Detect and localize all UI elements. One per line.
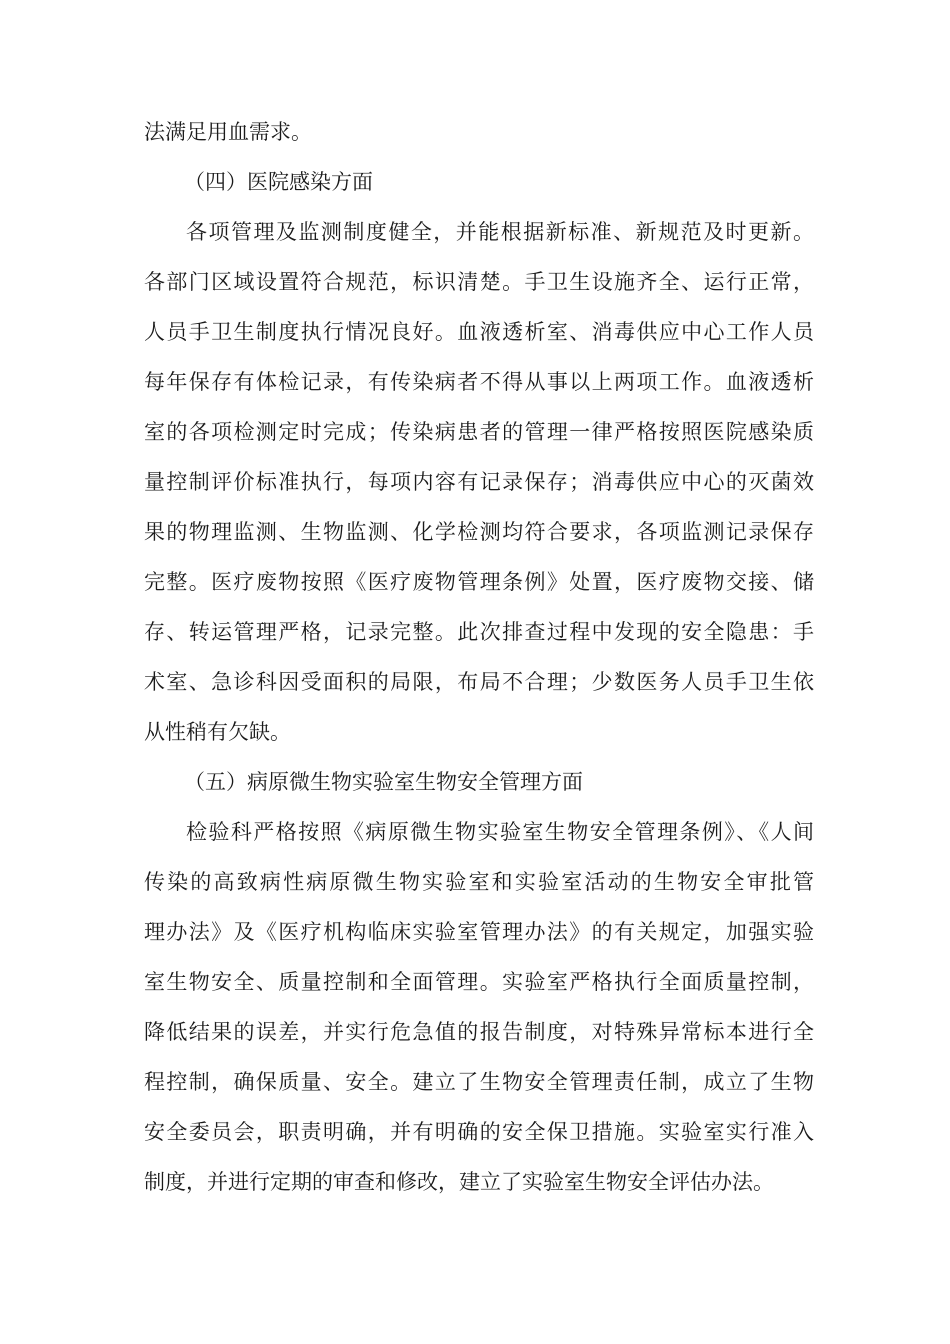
paragraph-line: 各部门区域设置符合规范，标识清楚。手卫生设施齐全、运行正常，	[144, 270, 814, 294]
paragraph-line: 果的物理监测、生物监测、化学检测均符合要求，各项监测记录保存	[144, 520, 814, 544]
paragraph-line: 室生物安全、质量控制和全面管理。实验室严格执行全面质量控制，	[144, 970, 814, 994]
section-heading: （五）病原微生物实验室生物安全管理方面	[184, 770, 583, 794]
paragraph-line: 存、转运管理严格，记录完整。此次排查过程中发现的安全隐患：手	[144, 620, 814, 644]
paragraph-line: 检验科严格按照《病原微生物实验室生物安全管理条例》、《人间	[186, 820, 814, 844]
paragraph-line: 从性稍有欠缺。	[144, 720, 291, 744]
paragraph-line: 安全委员会，职责明确，并有明确的安全保卫措施。实验室实行准入	[144, 1120, 814, 1144]
paragraph-line: 术室、急诊科因受面积的局限，布局不合理；少数医务人员手卫生依	[144, 670, 814, 694]
paragraph-line: 各项管理及监测制度健全，并能根据新标准、新规范及时更新。	[186, 220, 814, 244]
paragraph-line: 完整。医疗废物按照《医疗废物管理条例》处置，医疗废物交接、储	[144, 570, 814, 594]
paragraph-line: 传染的高致病性病原微生物实验室和实验室活动的生物安全审批管	[144, 870, 814, 894]
paragraph-line: 程控制，确保质量、安全。建立了生物安全管理责任制，成立了生物	[144, 1070, 814, 1094]
paragraph-line: 室的各项检测定时完成；传染病患者的管理一律严格按照医院感染质	[144, 420, 814, 444]
paragraph-line: 人员手卫生制度执行情况良好。血液透析室、消毒供应中心工作人员	[144, 320, 814, 344]
paragraph-line: 每年保存有体检记录，有传染病者不得从事以上两项工作。血液透析	[144, 370, 814, 394]
paragraph-line: 法满足用血需求。	[144, 120, 312, 144]
paragraph-line: 降低结果的误差，并实行危急值的报告制度，对特殊异常标本进行全	[144, 1020, 814, 1044]
section-heading: （四）医院感染方面	[184, 170, 373, 194]
paragraph-line: 量控制评价标准执行，每项内容有记录保存；消毒供应中心的灭菌效	[144, 470, 814, 494]
paragraph-line: 制度，并进行定期的审查和修改，建立了实验室生物安全评估办法。	[144, 1170, 774, 1194]
paragraph-line: 理办法》及《医疗机构临床实验室管理办法》的有关规定，加强实验	[144, 920, 814, 944]
